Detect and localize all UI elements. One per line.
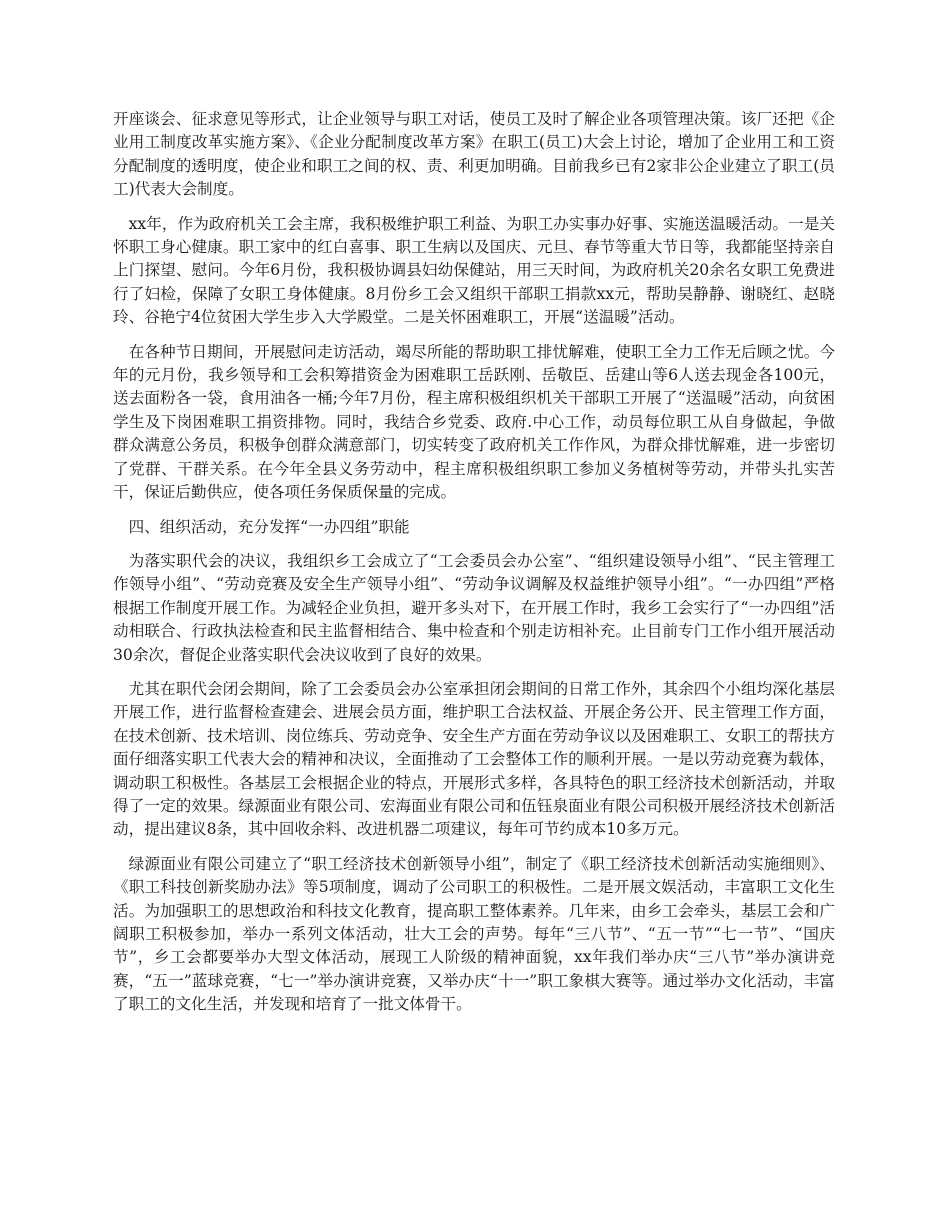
- paragraph-5: 尤其在职代会闭会期间，除了工会委员会办公室承担闭会期间的日常工作外，其余四个小组均深化基层开展工作，进行监督检查建会、进展会员方面，维护职工合法权益、开展企务公开、民主管理工作方面，在技术创新、技术培训、岗位练兵、劳动竞争、安全生产方面在劳动争议以及困难职工、女职工的帮扶方面仔细落实职工代表大会的精神和决议，全面推动了工会整体工作的顺利开展。一是以劳动竞赛为载体，调动职工积极性。各基层工会根据企业的特点，开展形式多样，各具特色的职工经济技术创新活动，并取得了一定的效果。绿源面业有限公司、宏海面业有限公司和伍钰泉面业有限公司积极开展经济技术创新活动，提出建议8条，其中回收余料、改进机器二项建议，每年可节约成本10多万元。: [113, 679, 835, 839]
- section-heading: 四、组织活动，充分发挥“一办四组”职能: [128, 517, 410, 536]
- paragraph-6: 绿源面业有限公司建立了“职工经济技术创新领导小组”，制定了《职工经济技术创新活动实施细则》、《职工科技创新奖励办法》等5项制度，调动了公司职工的积极性。二是开展文娱活动，丰富职工文化生活。为加强职工的思想政治和科技文化教育，提高职工整体素养。几年来，由乡工会牵头，基层工会和广阔职工积极参加，举办一系列文体活动，壮大工会的声势。每年“三八节”、“五一节”“七一节”、“国庆节”，乡工会都要举办大型文体活动，展现工人阶级的精神面貌，xx年我们举办庆“三八节”举办演讲竞赛，“五一”蓝球竞赛，“七一”举办演讲竞赛，又举办庆“十一”职工象棋大赛等。通过举办文化活动，丰富了职工的文化生活，并发现和培育了一批文体骨干。: [113, 854, 835, 1014]
- paragraph-2: xx年，作为政府机关工会主席，我积极维护职工利益、为职工办实事办好事、实施送温暖活动。一是关怀职工身心健康。职工家中的红白喜事、职工生病以及国庆、元旦、春节等重大节日等，我都能坚持亲自上门探望、慰问。今年6月份，我积极协调县妇幼保健站，用三天时间，为政府机关20余名女职工免费进行了妇检，保障了女职工身体健康。8月份乡工会又组织干部职工捐款xx元，帮助吴静静、谢晓红、赵晓玲、谷艳宁4位贫困大学生步入大学殿堂。二是关怀困难职工，开展“送温暖”活动。: [113, 214, 835, 327]
- paragraph-3: 在各种节日期间，开展慰问走访活动，竭尽所能的帮助职工排忧解难，使职工全力工作无后顾之忧。今年的元月份，我乡领导和工会积筹措资金为困难职工岳跃刚、岳敬臣、岳建山等6人送去现金各100元，送去面粉各一袋，食用油各一桶;今年7月份，程主席积极组织机关干部职工开展了“送温暖”活动，向贫困学生及下岗困难职工捐资排物。同时，我结合乡党委、政府.中心工作，动员每位职工从自身做起，争做群众满意公务员，积极争创群众满意部门，切实转变了政府机关工作作风，为群众排忧解难，进一步密切了党群、干群关系。在今年全县义务劳动中，程主席积极组织职工参加义务植树等劳动，并带头扎实苦干，保证后勤供应，使各项任务保质保量的完成。: [113, 342, 835, 502]
- document-body: [113, 108, 835, 1028]
- paragraph-4: 为落实职代会的决议，我组织乡工会成立了“工会委员会办公室”、“组织建设领导小组”、“民主管理工作领导小组”、“劳动竞赛及安全生产领导小组”、“劳动争议调解及权益维护领导小组”。“一办四组”严格根据工作制度开展工作。为减轻企业负担，避开多头对下，在开展工作时，我乡工会实行了“一办四组”活动相联合、行政执法检查和民主监督相结合、集中检查和个别走访相补充。止目前专门工作小组开展活动30余次，督促企业落实职代会决议收到了良好的效果。: [113, 551, 835, 664]
- paragraph-1: 开座谈会、征求意见等形式，让企业领导与职工对话，使员工及时了解企业各项管理决策。该厂还把《企业用工制度改革实施方案》、《企业分配制度改革方案》在职工(员工)大会上讨论，增加了企业用工和工资分配制度的透明度，使企业和职工之间的权、责、利更加明确。目前我乡已有2家非公企业建立了职工(员工)代表大会制度。: [113, 110, 835, 199]
